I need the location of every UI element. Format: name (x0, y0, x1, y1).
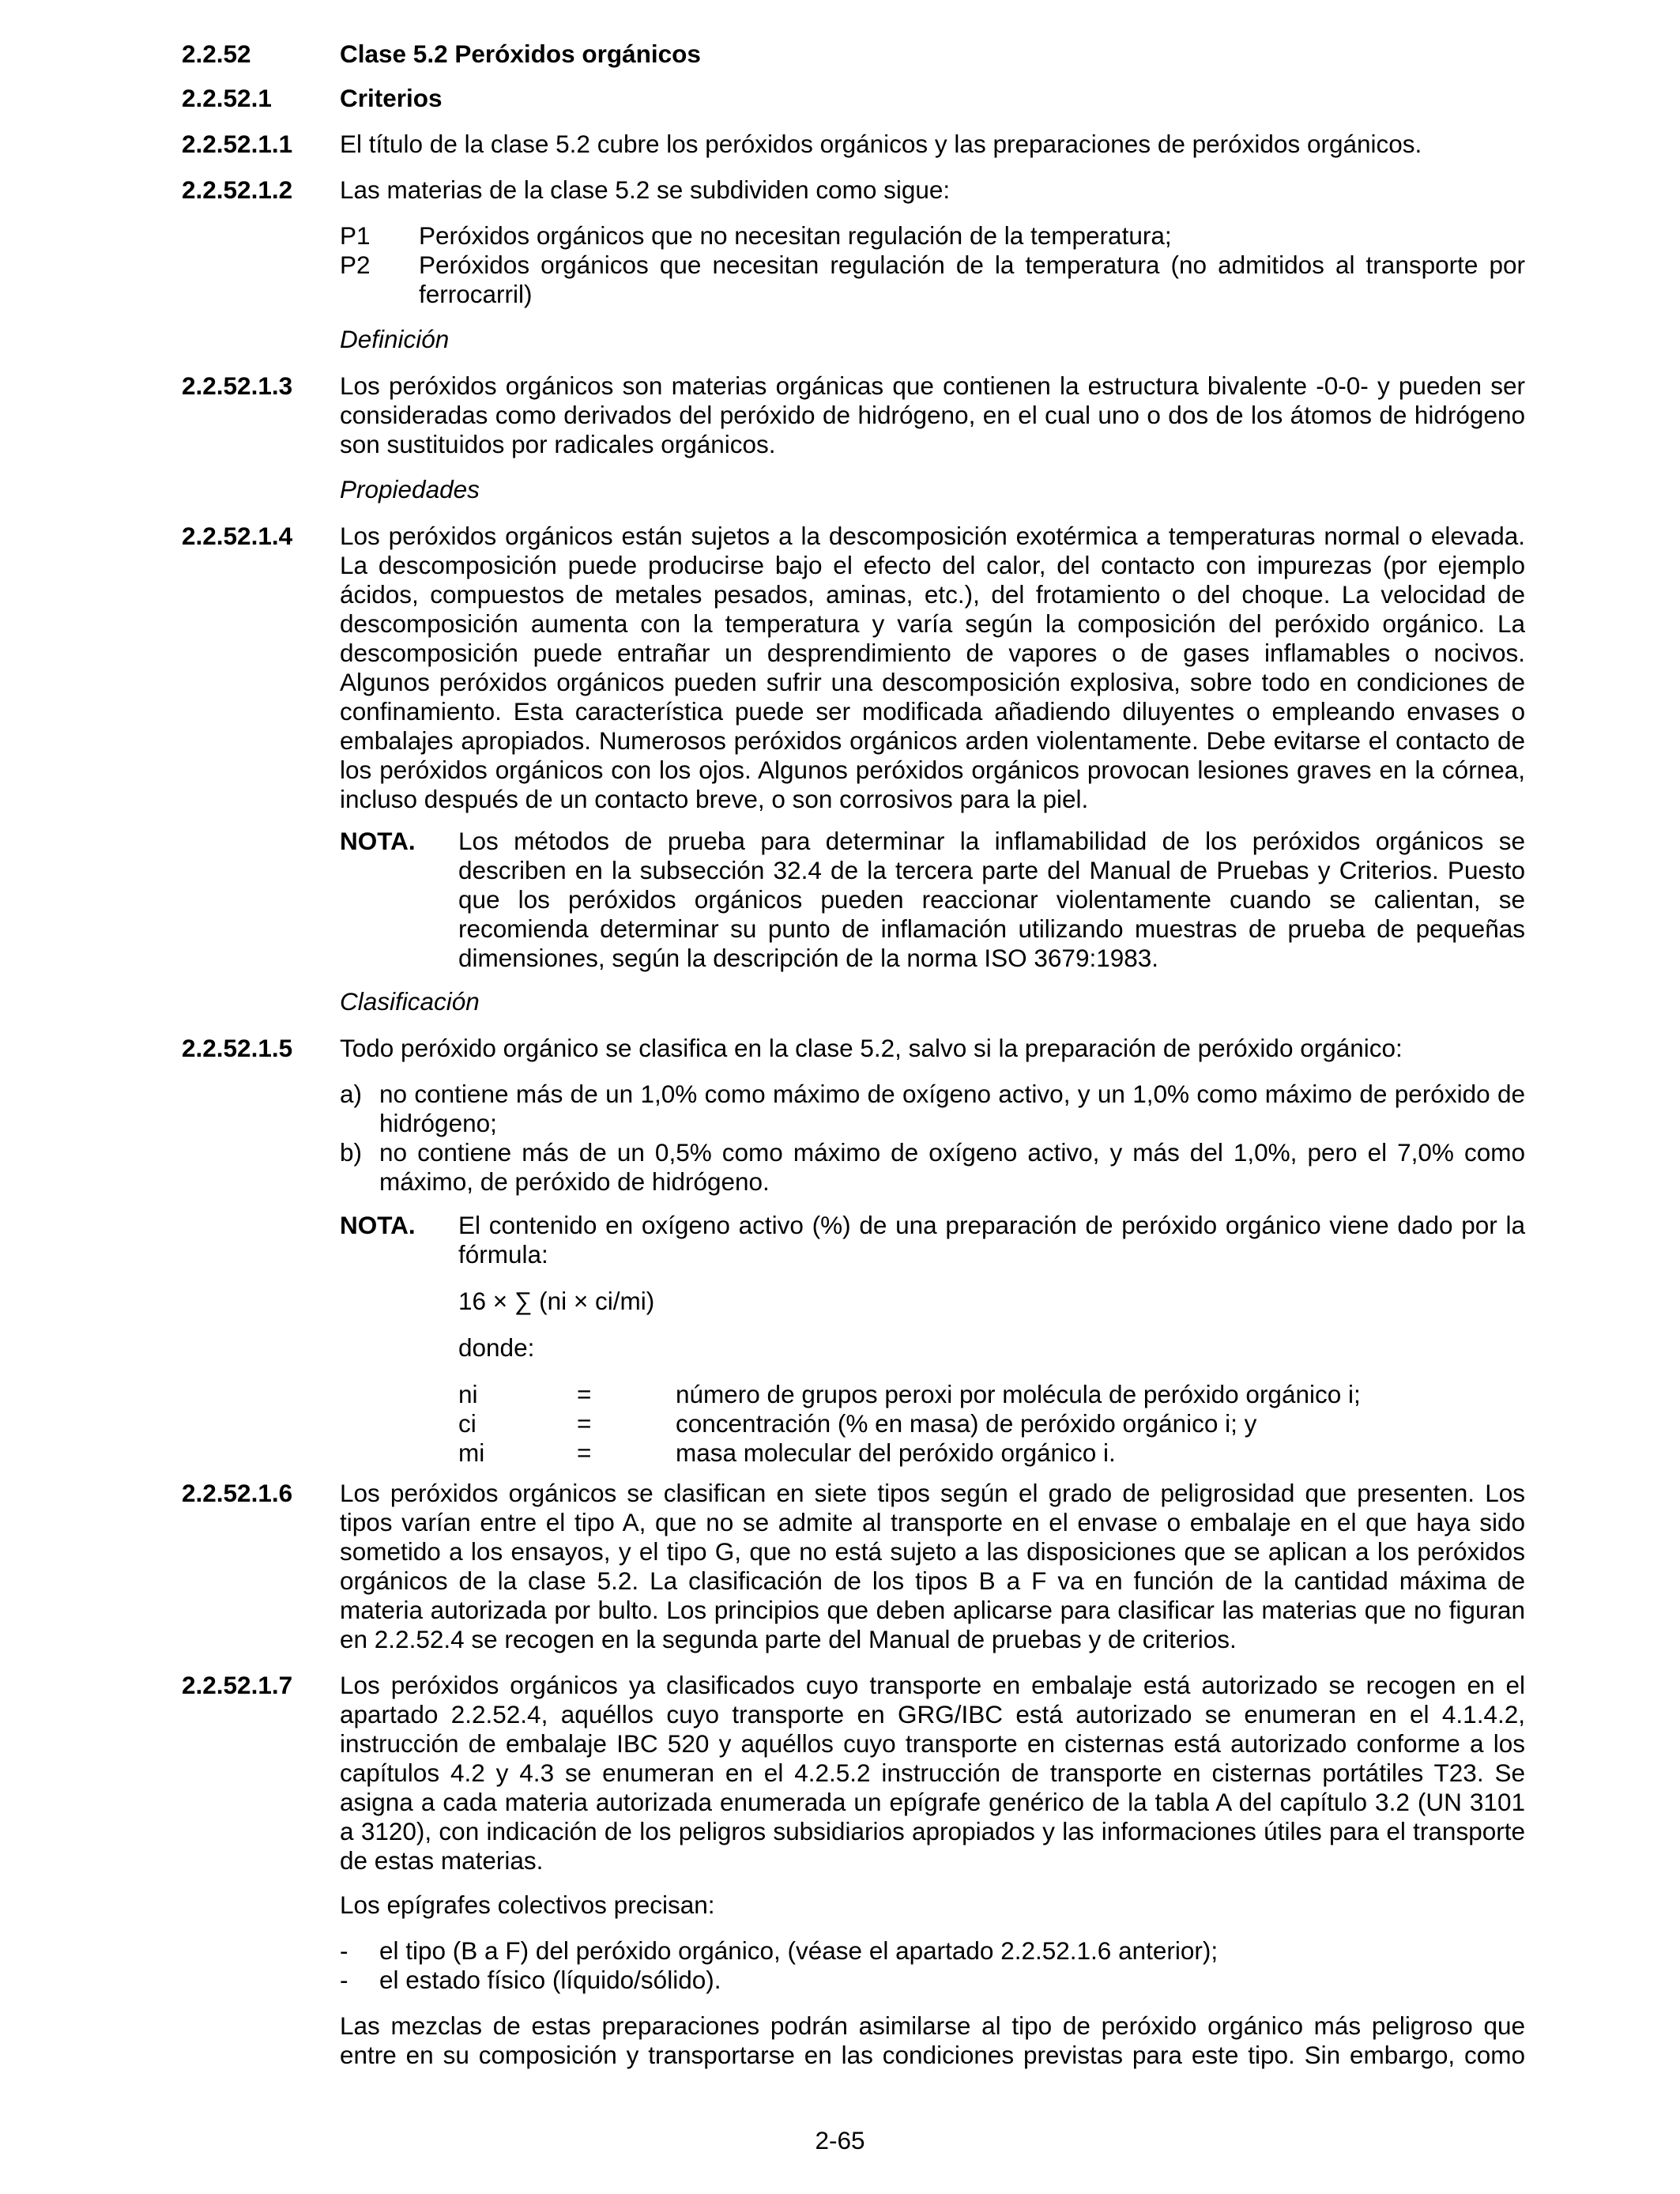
note-text: Los métodos de prueba para determinar la inflamabilidad de los peróxidos orgánicos se describen en la subsección 32.4 de la tercera parte del Manual de Pruebas y Criterios. Puesto que los peróxidos orgánicos pueden reaccionar violentamente cuando se calientan, se recomienda determinar su punto de inflamación utilizando muestras de prueba de pequeñas dimensiones, según la descripción de la norma ISO 3679:1983. (458, 827, 1525, 972)
list-text: no contiene más de un 0,5% como máximo de oxígeno activo, y más del 1,0%, pero el 7,0% como máximo, de peróxido de hidrógeno. (379, 1138, 1525, 1196)
variable-symbol: mi (458, 1438, 485, 1467)
variable-row (458, 1380, 1361, 1409)
list-item (340, 1936, 1525, 1966)
paragraph-text: Los peróxidos orgánicos ya clasificados cuyo transporte en embalaje está autorizado se recogen en el apartado 2.2.52.4, aquéllos cuyo transporte en GRG/IBC está autorizado se enumeran en el 4.1.4.2, instrucción de embalaje IBC 520 y aquéllos cuyo transporte en cisternas está autorizado conforme a los capítulos 4.2 y 4.3 se enumeran en el 4.2.5.2 instrucción de transporte en cisternas portátiles T23. Se asigna a cada materia autorizada enumerada un epígrafe genérico de la tabla A del capítulo 3.2 (UN 3101 a 3120), con indicación de los peligros subsidiarios apropiados y las informaciones útiles para el transporte de estas materias. (340, 1671, 1525, 1875)
paragraph-text: Las materias de la clase 5.2 se subdividen como sigue: (340, 175, 951, 204)
variable-description: masa molecular del peróxido orgánico i. (676, 1438, 1116, 1467)
note-label: NOTA. (340, 827, 416, 855)
note-content (458, 1211, 1525, 1468)
formula: 16 × ∑ (ni × ci/mi) (458, 1287, 655, 1315)
section-title: Clase 5.2 Peróxidos orgánicos (340, 40, 701, 68)
variable-row (458, 1438, 1361, 1468)
list-label: - (340, 1936, 348, 1965)
list-text: Peróxidos orgánicos que no necesitan regulación de la temperatura; (419, 221, 1172, 250)
variable-table (458, 1380, 1361, 1468)
note-text: El contenido en oxígeno activo (%) de una preparación de peróxido orgánico viene dado por la fórmula: (458, 1211, 1525, 1269)
list-text: no contiene más de un 1,0% como máximo de oxígeno activo, y un 1,0% como máximo de peróxido de hidrógeno; (379, 1080, 1525, 1137)
paragraph-number: 2.2.52.1.4 (182, 522, 293, 550)
subheading: Definición (340, 325, 450, 353)
variable-equals: = (577, 1380, 592, 1408)
paragraph-number: 2.2.52.1.6 (182, 1479, 293, 1507)
list-text: el tipo (B a F) del peróxido orgánico, (véase el apartado 2.2.52.1.6 anterior); (379, 1936, 1219, 1965)
list-label: b) (340, 1138, 363, 1167)
condition-list (340, 1080, 1525, 1197)
list-item (340, 251, 1525, 309)
list-label: - (340, 1966, 348, 1994)
paragraph-number: 2.2.52.1.1 (182, 130, 293, 158)
paragraph-text: Todo peróxido orgánico se clasifica en la clase 5.2, salvo si la preparación de peróxido orgánico: (340, 1034, 1403, 1062)
paragraph-number: 2.2.52.1.2 (182, 175, 293, 204)
variable-description: concentración (% en masa) de peróxido orgánico i; y (676, 1409, 1257, 1438)
dash-list (340, 1936, 1525, 1995)
variable-symbol: ci (458, 1409, 477, 1438)
paragraph-text: El título de la clase 5.2 cubre los peróxidos orgánicos y las preparaciones de peróxidos orgánicos. (340, 130, 1422, 158)
variable-symbol: ni (458, 1380, 478, 1408)
variable-row (458, 1409, 1361, 1438)
subheading: Propiedades (340, 475, 480, 503)
note (340, 1211, 1525, 1468)
list-item (340, 221, 1525, 251)
list-label: P1 (340, 221, 371, 250)
variable-description: número de grupos peroxi por molécula de peróxido orgánico i; (676, 1380, 1361, 1408)
paragraph-number: 2.2.52.1.7 (182, 1671, 293, 1699)
list-item (340, 1138, 1525, 1197)
note (340, 827, 1525, 973)
section-number: 2.2.52 (182, 40, 251, 68)
paragraph-text: Las mezclas de estas preparaciones podrán asimilarse al tipo de peróxido orgánico más peligroso que entre en su composición y transportarse en las condiciones previstas para este tipo. Sin embargo, como (340, 2011, 1525, 2069)
list-label: a) (340, 1080, 363, 1108)
page-number: 2-65 (815, 2126, 865, 2154)
paragraph-text: Los peróxidos orgánicos están sujetos a la descomposición exotérmica a temperaturas normal o elevada. La descomposición puede producirse bajo el efecto del calor, del contacto con impurezas (por ejemplo ácidos, compuestos de metales pesados, aminas, etc.), del frotamiento o del choque. La velocidad de descomposición aumenta con la temperatura y varía según la composición del peróxido orgánico. La descomposición puede entrañar un desprendimiento de vapores o de gases inflamables o nocivos. Algunos peróxidos orgánicos pueden sufrir una descomposición explosiva, sobre todo en condiciones de confinamiento. Esta característica puede ser modificada añadiendo diluyentes o empleando envases o embalajes apropiados. Numerosos peróxidos orgánicos arden violentamente. Debe evitarse el contacto de los peróxidos orgánicos con los ojos. Algunos peróxidos orgánicos provocan lesiones graves en la córnea, incluso después de un contacto breve, o son corrosivos para la piel. (340, 522, 1525, 813)
paragraph-text: Los epígrafes colectivos precisan: (340, 1891, 715, 1919)
paragraph-number: 2.2.52.1.5 (182, 1034, 293, 1062)
paragraph-text: Los peróxidos orgánicos son materias orgánicas que contienen la estructura bivalente -0-0- y pueden ser consideradas como derivados del peróxido de hidrógeno, en el cual uno o dos de los átomos de hidrógeno son sustituidos por radicales orgánicos. (340, 371, 1525, 458)
variable-equals: = (577, 1438, 592, 1467)
paragraph-number: 2.2.52.1.3 (182, 371, 293, 400)
subdivision-list (340, 221, 1525, 309)
list-text: el estado físico (líquido/sólido). (379, 1966, 721, 1994)
list-item (340, 1966, 1525, 1995)
list-item (340, 1080, 1525, 1138)
subheading: Clasificación (340, 987, 480, 1016)
variable-equals: = (577, 1409, 592, 1438)
section-title: Criterios (340, 84, 443, 112)
paragraph-text: Los peróxidos orgánicos se clasifican en siete tipos según el grado de peligrosidad que presenten. Los tipos varían entre el tipo A, que no se admite al transporte en el envase o embalaje en el que haya sido sometido a los ensayos, y el tipo G, que no está sujeto a las disposiciones que se aplican a los peróxidos orgánicos de la clase 5.2. La clasificación de los tipos B a F va en función de la cantidad máxima de materia autorizada por bulto. Los principios que deben aplicarse para clasificar las materias que no figuran en 2.2.52.4 se recogen en la segunda parte del Manual de pruebas y de criterios. (340, 1479, 1525, 1653)
list-text: Peróxidos orgánicos que necesitan regulación de la temperatura (no admitidos al transporte por ferrocarril) (419, 251, 1525, 308)
section-number: 2.2.52.1 (182, 84, 272, 112)
formula-where: donde: (458, 1333, 535, 1362)
note-label: NOTA. (340, 1211, 416, 1239)
list-label: P2 (340, 251, 371, 279)
